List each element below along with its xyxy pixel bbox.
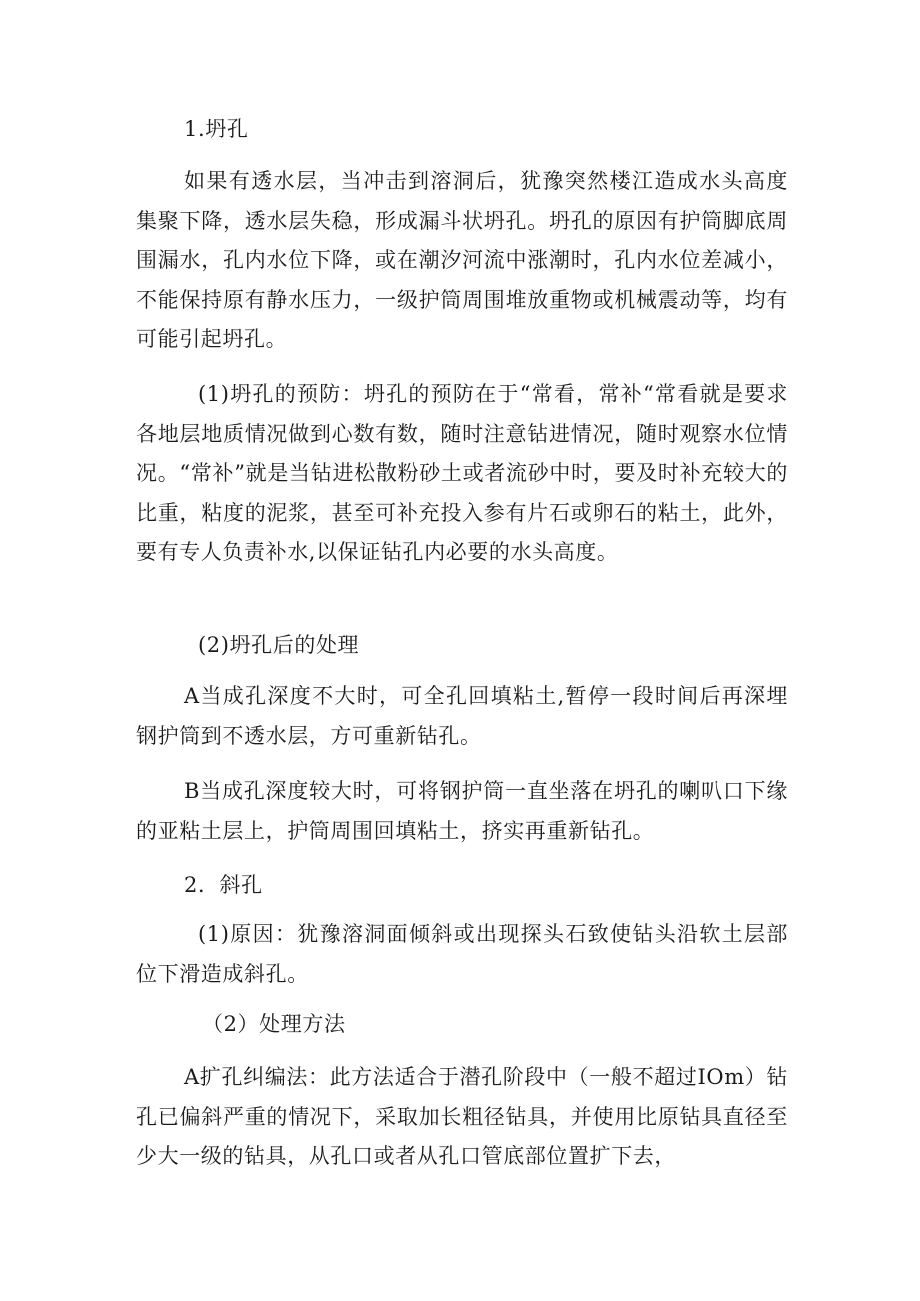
- section-heading-collapse: 1.坍孔: [184, 117, 249, 141]
- paragraph-inclined-cause: (1)原因：犹豫溶洞面倾斜或出现探头石致使钻头沿软土层部位下滑造成斜孔。: [136, 922, 788, 986]
- subheading-inclined-treatment: （2）处理方法: [202, 1012, 346, 1036]
- paragraph-collapse-prevention: (1)坍孔的预防：坍孔的预防在于“常看，常补“常看就是要求各地层地质情况做到心数有数，随时注意钻进情况，随时观察水位情况。“常补”就是当钻进松散粉砂土或者流砂中时，要及时补充较大的比重，粘度的泥浆，甚至可补充投入参有片石或卵石的粘土，此外，要有专人负责补水,以保证钻孔内必要的水头高度。: [136, 382, 788, 564]
- paragraph-collapse-cause: 如果有透水层，当冲击到溶洞后，犹豫突然楼江造成水头高度集聚下降，透水层失稳，形成漏斗状坍孔。坍孔的原因有护筒脚底周围漏水，孔内水位下降，或在潮汐河流中涨潮时，孔内水位差减小，不能保持原有静水压力，一级护筒周围堆放重物或机械震动等，均有可能引起坍孔。: [136, 169, 788, 351]
- paragraph-reaming-method: A扩孔纠编法：此方法适合于潜孔阶段中（一般不超过IOm）钻孔已偏斜严重的情况下，采取加长粗径钻具，并使用比原钻具直径至少大一级的钻具，从孔口或者从孔口管底部位置扩下去，: [136, 1065, 788, 1168]
- section-heading-inclined-hole: 2．斜孔: [184, 873, 263, 897]
- subheading-collapse-treatment: (2)坍孔后的处理: [198, 633, 360, 657]
- paragraph-treatment-b: B当成孔深度较大时，可将钢护筒一直坐落在坍孔的喇叭口下缘的亚粘土层上，护筒周围回填粘土，挤实再重新钻孔。: [136, 779, 788, 843]
- paragraph-treatment-a: A当成孔深度不大时，可全孔回填粘土,暂停一段时间后再深埋钢护筒到不透水层，方可重新钻孔。: [136, 684, 788, 748]
